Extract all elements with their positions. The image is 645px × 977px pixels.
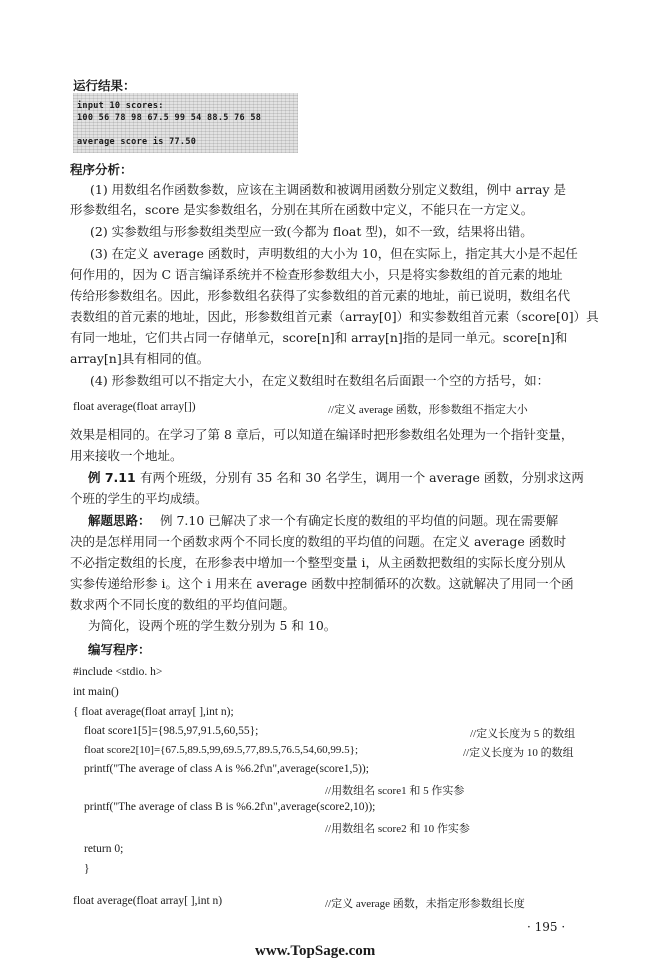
run-result-heading: 运行结果：	[73, 78, 136, 93]
paragraph: 形参数组名，score 是实参数组名，分别在其所在函数中定义，不能只在一方定义。	[70, 202, 534, 217]
paragraph: (4) 形参数组可以不指定大小，在定义数组时在数组名后面跟一个空的方括号，如：	[90, 373, 550, 388]
paragraph: array[n]具有相同的值。	[70, 351, 210, 366]
paragraph: 实参传递给形参 i。这个 i 用来在 average 函数中控制循环的次数。这就解决了用同一个函	[70, 576, 574, 591]
code-comment: //用数组名 score1 和 5 作实参	[325, 785, 465, 797]
code-line: #include <stdio. h>	[73, 666, 163, 678]
code-line: float score2[10]={67.5,89.5,99,69.5,77,89.5,76.5,54,60,99.5};	[84, 744, 359, 756]
code-comment: //用数组名 score2 和 10 作实参	[325, 823, 470, 835]
paragraph: 用来接收一个地址。	[70, 448, 183, 463]
code-comment: //定义长度为 10 的数组	[463, 747, 574, 759]
code-line: return 0;	[84, 843, 124, 855]
example-label: 例 7.11	[88, 470, 136, 485]
code-line: { float average(float array[ ],int n);	[73, 706, 234, 718]
code-comment: //定义 average 函数，形参数组不指定大小	[328, 404, 528, 416]
code-line: float average(float array[ ],int n)	[73, 895, 223, 907]
code-line: int main()	[73, 686, 119, 698]
paragraph: (1) 用数组名作函数参数，应该在主调函数和被调用函数分别定义数组，例中 array 是	[90, 182, 567, 197]
code-line: float average(float array[])	[73, 401, 196, 413]
console-line: input 10 scores:	[77, 101, 164, 111]
paragraph: 表数组的首元素的地址，因此，形参数组首元素（array[0]）和实参数组首元素（score[0]）具	[70, 309, 599, 324]
code-comment: //定义 average 函数，未指定形参数组长度	[325, 898, 525, 910]
footer-watermark: www.TopSage.com	[255, 943, 376, 959]
console-line: 100 56 78 98 67.5 99 54 88.5 76 58	[77, 113, 262, 123]
paragraph: 个班的学生的平均成绩。	[70, 491, 208, 506]
code-line: printf("The average of class B is %6.2f\n",average(score2,10));	[84, 801, 376, 813]
page-number: · 195 ·	[527, 920, 566, 934]
paragraph: 效果是相同的。在学习了第 8 章后，可以知道在编译时把形参数组名处理为一个指针变量，	[70, 427, 574, 442]
analysis-heading: 程序分析：	[70, 162, 133, 177]
paragraph: (3) 在定义 average 函数时，声明数组的大小为 10，但在实际上，指定其大小是不起任	[90, 246, 578, 261]
paragraph: 有两个班级，分别有 35 名和 30 名学生，调用一个 average 函数，分别求这两	[140, 470, 584, 485]
paragraph: 为简化，设两个班的学生数分别为 5 和 10。	[88, 618, 337, 633]
paragraph: 有同一地址，它们共占同一存储单元，score[n]和 array[n]指的是同一单元。score[n]和	[70, 330, 568, 345]
code-comment: //定义长度为 5 的数组	[470, 728, 576, 740]
paragraph: (2) 实参数组与形参数组类型应一致(今都为 float 型)，如不一致，结果将出错。	[90, 224, 533, 239]
code-line: printf("The average of class A is %6.2f\n",average(score1,5));	[84, 763, 369, 775]
paragraph: 决的是怎样用同一个函数求两个不同长度的数组的平均值的问题。在定义 average 函数时	[70, 534, 567, 549]
paragraph: 数求两个不同长度的数组的平均值问题。	[70, 597, 296, 612]
idea-label: 解题思路：	[88, 513, 151, 528]
console-line: average score is 77.50	[77, 137, 197, 147]
paragraph: 例 7.10 已解决了求一个有确定长度的数组的平均值的问题。现在需要解	[160, 513, 559, 528]
paragraph: 不必指定数组的长度，在形参表中增加一个整型变量 i，从主函数把数组的实际长度分别从	[70, 555, 566, 570]
write-program-heading: 编写程序：	[88, 642, 151, 657]
paragraph: 传给形参数组名。因此，形参数组名获得了实参数组的首元素的地址，前已说明，数组名代	[70, 288, 571, 303]
code-line: float score1[5]={98.5,97,91.5,60,55};	[84, 725, 259, 737]
code-line: }	[84, 863, 90, 875]
console-output	[73, 93, 298, 153]
paragraph: 何作用的，因为 C 语言编译系统并不检查形参数组大小，只是将实参数组的首元素的地址	[70, 267, 563, 282]
